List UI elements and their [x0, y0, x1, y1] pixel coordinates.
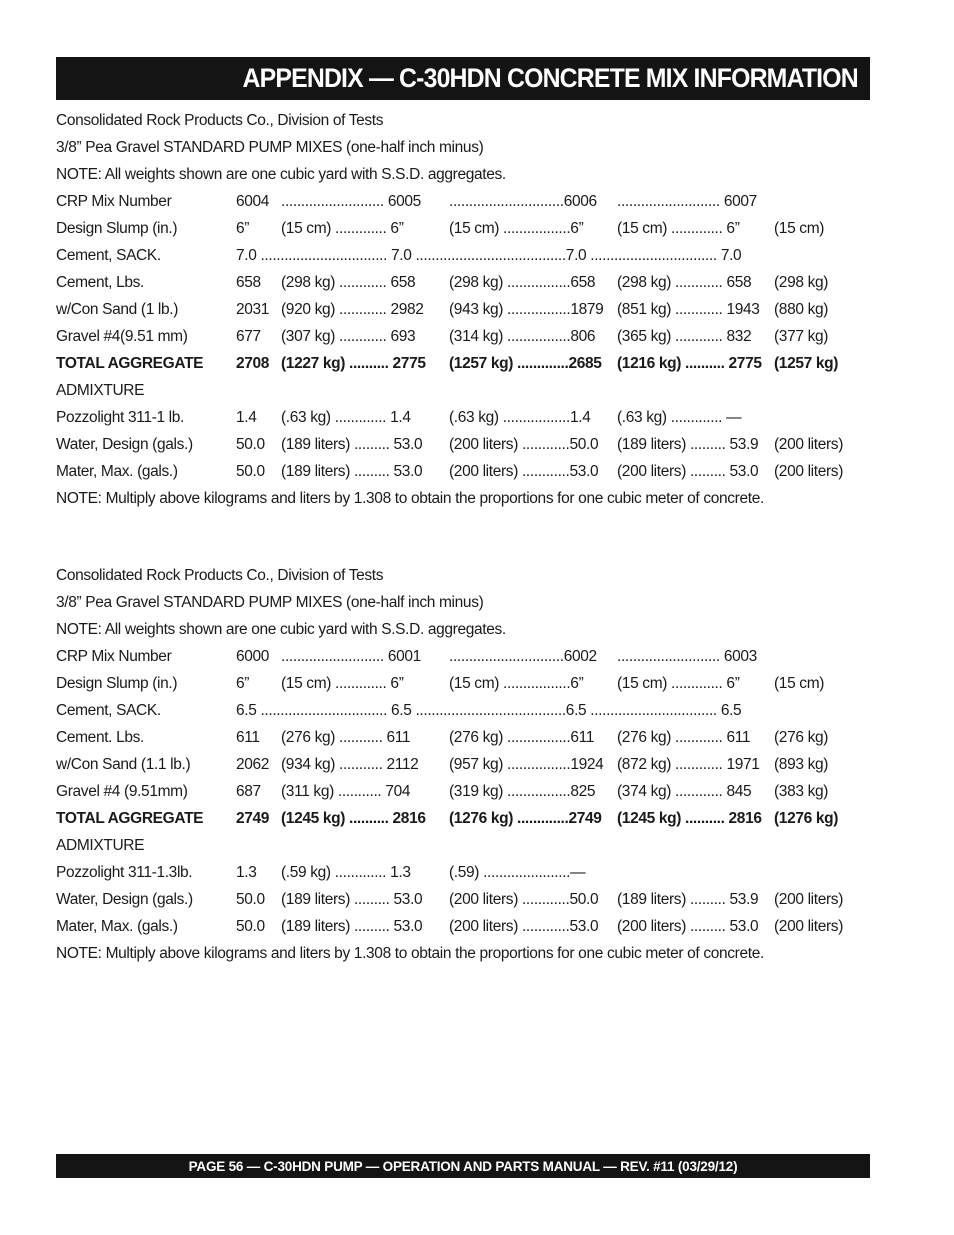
table-row — [56, 246, 856, 266]
table-cell: (934 kg) ........... 2112 — [281, 756, 419, 773]
row-label: TOTAL AGGREGATE — [56, 810, 204, 827]
table-cell: (200 liters) — [774, 891, 844, 908]
table-row — [56, 917, 856, 937]
table-row — [56, 219, 856, 239]
table-cell: 6” — [236, 220, 250, 237]
table-cell: 50.0 — [236, 891, 265, 908]
table-cell: (15 cm) ............. 6” — [281, 675, 404, 692]
table-cell: (15 cm) .................6” — [449, 220, 584, 237]
table-cell: 2062 — [236, 756, 270, 773]
row-label: Cement. Lbs. — [56, 729, 144, 746]
table-cell: 6004 — [236, 193, 270, 210]
table-cell: (200 liters) ......... 53.0 — [617, 463, 759, 480]
table-cell: (.63 kg) ............. 1.4 — [281, 409, 411, 426]
table-cell: (1257 kg) — [774, 355, 839, 372]
table-cell: (.59 kg) ............. 1.3 — [281, 864, 411, 881]
table-row — [56, 354, 856, 374]
row-label: Design Slump (in.) — [56, 675, 178, 692]
table-cell: (1276 kg) .............2749 — [449, 810, 602, 827]
table-cell: .......................... 6003 — [617, 648, 757, 665]
row-label: w/Con Sand (1 lb.) — [56, 301, 179, 318]
section-header-line: 3/8” Pea Gravel STANDARD PUMP MIXES (one-half inch minus) — [56, 139, 484, 156]
table-cell: 611 — [236, 729, 260, 746]
table-cell: (1245 kg) .......... 2816 — [281, 810, 426, 827]
table-cell: (189 liters) ......... 53.9 — [617, 436, 759, 453]
table-row — [56, 674, 856, 694]
table-row — [56, 863, 856, 883]
table-row — [56, 701, 856, 721]
table-cell: 6.5 ................................ 6.5 ......................................6.5 ................................ 6.5 — [236, 702, 742, 719]
table-cell: (1257 kg) .............2685 — [449, 355, 602, 372]
row-label: Mater, Max. (gals.) — [56, 463, 178, 480]
table-cell: (365 kg) ............ 832 — [617, 328, 752, 345]
table-cell: (319 kg) ................825 — [449, 783, 596, 800]
table-cell: 6” — [236, 675, 250, 692]
row-label: Cement, SACK. — [56, 247, 161, 264]
table-cell: 6000 — [236, 648, 270, 665]
table-row — [56, 782, 856, 802]
table-cell: (200 liters) ......... 53.0 — [617, 918, 759, 935]
table-cell: 2031 — [236, 301, 270, 318]
table-cell: (311 kg) ........... 704 — [281, 783, 411, 800]
table-cell: (880 kg) — [774, 301, 829, 318]
table-cell: 50.0 — [236, 436, 265, 453]
table-row — [56, 462, 856, 482]
table-cell: (298 kg) ............ 658 — [281, 274, 416, 291]
table-cell: 1.3 — [236, 864, 257, 881]
table-cell: (15 cm) ............. 6” — [617, 675, 740, 692]
table-cell: (298 kg) ............ 658 — [617, 274, 752, 291]
table-cell: (15 cm) ............. 6” — [281, 220, 404, 237]
table-row — [56, 647, 856, 667]
table-cell: (189 liters) ......... 53.0 — [281, 918, 423, 935]
conversion-note: NOTE: Multiply above kilograms and liters by 1.308 to obtain the proportions for one cubic meter of concrete. — [56, 490, 764, 507]
row-label: Cement, Lbs. — [56, 274, 144, 291]
table-cell: (189 liters) ......... 53.0 — [281, 463, 423, 480]
row-label: Mater, Max. (gals.) — [56, 918, 178, 935]
table-cell: (200 liters) ............50.0 — [449, 891, 599, 908]
table-cell: (1276 kg) — [774, 810, 839, 827]
table-row — [56, 273, 856, 293]
table-row — [56, 327, 856, 347]
row-label: Pozzolight 311-1.3lb. — [56, 864, 193, 881]
row-label: ADMIXTURE — [56, 837, 145, 854]
table-cell: (189 liters) ......... 53.9 — [617, 891, 759, 908]
table-cell: (957 kg) ................1924 — [449, 756, 604, 773]
table-cell: 2749 — [236, 810, 270, 827]
row-label: ADMIXTURE — [56, 382, 145, 399]
table-cell: (.63 kg) .................1.4 — [449, 409, 591, 426]
table-cell: (200 liters) ............53.0 — [449, 918, 599, 935]
table-cell: (1227 kg) .......... 2775 — [281, 355, 426, 372]
section-header-line: 3/8” Pea Gravel STANDARD PUMP MIXES (one-half inch minus) — [56, 594, 484, 611]
table-cell: 50.0 — [236, 463, 265, 480]
section-header-line: Consolidated Rock Products Co., Division of Tests — [56, 567, 384, 584]
table-row — [56, 809, 856, 829]
table-cell: (383 kg) — [774, 783, 829, 800]
table-cell: 2708 — [236, 355, 270, 372]
page-footer: PAGE 56 — C-30HDN PUMP — OPERATION AND PARTS MANUAL — REV. #11 (03/29/12) — [188, 1158, 738, 1174]
table-cell: (920 kg) ............ 2982 — [281, 301, 424, 318]
table-cell: (189 liters) ......... 53.0 — [281, 436, 423, 453]
table-cell: (1245 kg) .......... 2816 — [617, 810, 762, 827]
table-cell: (1216 kg) .......... 2775 — [617, 355, 762, 372]
table-cell: (276 kg) ................611 — [449, 729, 594, 746]
table-cell: (.59) ......................— — [449, 864, 586, 881]
section-header-line: NOTE: All weights shown are one cubic yard with S.S.D. aggregates. — [56, 621, 506, 638]
table-cell: (314 kg) ................806 — [449, 328, 596, 345]
row-label: Gravel #4 (9.51mm) — [56, 783, 188, 800]
table-cell: (189 liters) ......... 53.0 — [281, 891, 423, 908]
table-cell: (298 kg) — [774, 274, 829, 291]
table-cell: (15 cm) — [774, 675, 825, 692]
table-cell: (893 kg) — [774, 756, 829, 773]
table-cell: (200 liters) ............53.0 — [449, 463, 599, 480]
table-cell: (200 liters) ............50.0 — [449, 436, 599, 453]
table-cell: .............................6006 — [449, 193, 597, 210]
table-cell: (276 kg) ........... 611 — [281, 729, 411, 746]
page-title: APPENDIX — C-30HDN CONCRETE MIX INFORMATION — [242, 63, 858, 93]
table-row — [56, 192, 856, 212]
section-header-line: NOTE: All weights shown are one cubic yard with S.S.D. aggregates. — [56, 166, 506, 183]
table-cell: (15 cm) ............. 6” — [617, 220, 740, 237]
table-cell: (943 kg) ................1879 — [449, 301, 604, 318]
table-row — [56, 435, 856, 455]
table-cell: 1.4 — [236, 409, 257, 426]
table-cell: (374 kg) ............ 845 — [617, 783, 752, 800]
row-label: CRP Mix Number — [56, 648, 172, 665]
table-cell: (.63 kg) ............. — — [617, 409, 742, 426]
table-cell: (377 kg) — [774, 328, 829, 345]
table-row — [56, 381, 856, 401]
table-row — [56, 728, 856, 748]
table-row — [56, 836, 856, 856]
row-label: Pozzolight 311-1 lb. — [56, 409, 184, 426]
row-label: CRP Mix Number — [56, 193, 172, 210]
table-cell: .............................6002 — [449, 648, 597, 665]
table-cell: 658 — [236, 274, 261, 291]
row-label: Cement, SACK. — [56, 702, 161, 719]
table-row — [56, 755, 856, 775]
table-cell: (298 kg) ................658 — [449, 274, 596, 291]
table-cell: (200 liters) — [774, 918, 844, 935]
table-row — [56, 890, 856, 910]
conversion-note: NOTE: Multiply above kilograms and liters by 1.308 to obtain the proportions for one cubic meter of concrete. — [56, 945, 764, 962]
row-label: w/Con Sand (1.1 lb.) — [56, 756, 191, 773]
row-label: TOTAL AGGREGATE — [56, 355, 204, 372]
table-row — [56, 408, 856, 428]
section-header-line: Consolidated Rock Products Co., Division of Tests — [56, 112, 384, 129]
table-cell: (276 kg) — [774, 729, 829, 746]
table-cell: 687 — [236, 783, 261, 800]
page-title-bar — [56, 57, 870, 100]
table-cell: 50.0 — [236, 918, 265, 935]
table-cell: .......................... 6007 — [617, 193, 757, 210]
row-label: Gravel #4(9.51 mm) — [56, 328, 188, 345]
row-label: Water, Design (gals.) — [56, 891, 193, 908]
table-cell: .......................... 6001 — [281, 648, 421, 665]
page-footer-bar — [56, 1154, 870, 1178]
table-cell: (851 kg) ............ 1943 — [617, 301, 760, 318]
row-label: Design Slump (in.) — [56, 220, 178, 237]
table-cell: (200 liters) — [774, 463, 844, 480]
table-cell: 7.0 ................................ 7.0 ......................................7.0 ................................ 7.0 — [236, 247, 742, 264]
table-cell: (872 kg) ............ 1971 — [617, 756, 760, 773]
table-cell: 677 — [236, 328, 261, 345]
table-cell: (15 cm) — [774, 220, 825, 237]
table-cell: (200 liters) — [774, 436, 844, 453]
table-cell: (307 kg) ............ 693 — [281, 328, 416, 345]
table-cell: (15 cm) .................6” — [449, 675, 584, 692]
table-row — [56, 300, 856, 320]
table-cell: .......................... 6005 — [281, 193, 421, 210]
row-label: Water, Design (gals.) — [56, 436, 193, 453]
table-cell: (276 kg) ............ 611 — [617, 729, 751, 746]
